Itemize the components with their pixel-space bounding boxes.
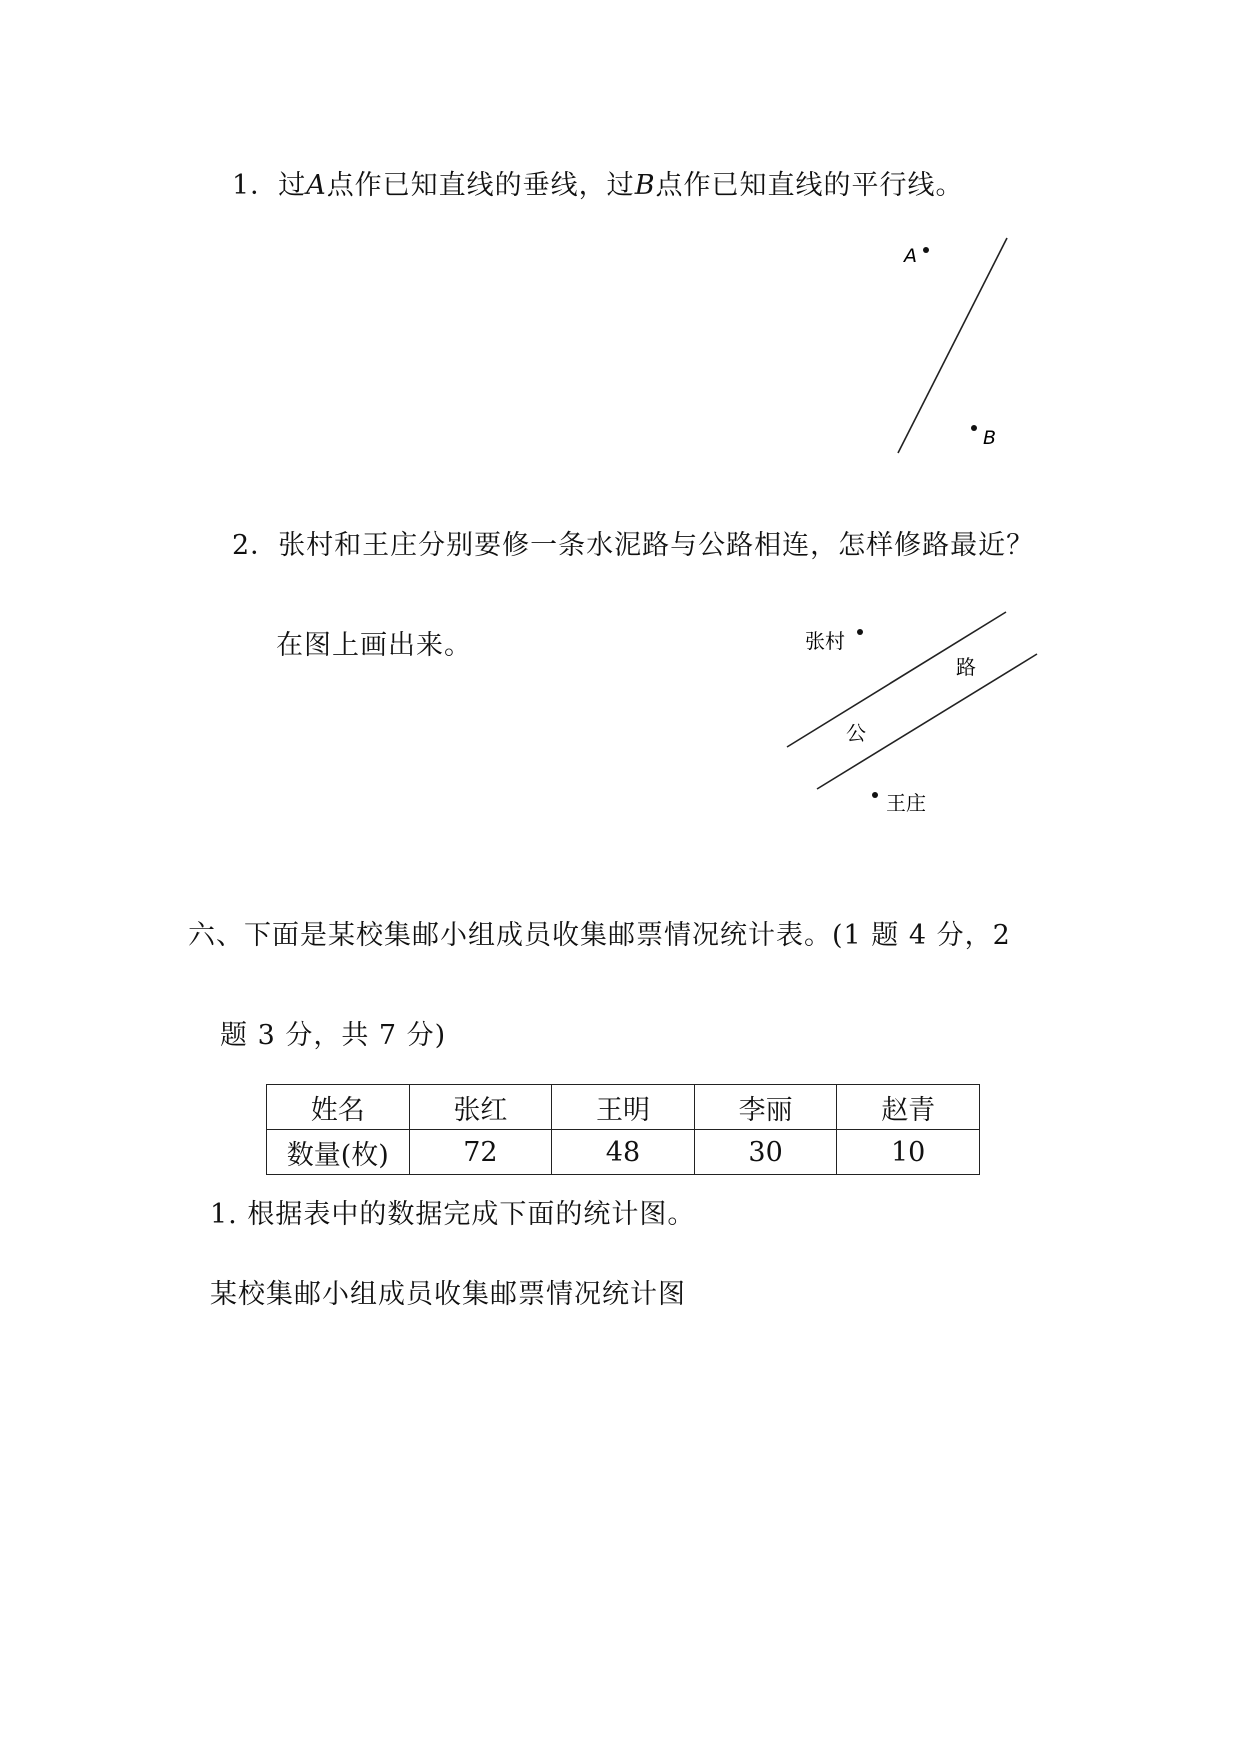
road-label-char-1: 公 [846,721,866,745]
point-a-ref: A [306,170,327,201]
table-cell: 张红 [409,1085,552,1130]
section-6-heading: 六、下面是某校集邮小组成员收集邮票情况统计表。(1 题 4 分，2 [188,920,1011,951]
village-1-label: 张村 [805,629,845,653]
table-cell: 李丽 [694,1085,837,1130]
table-cell: 王明 [552,1085,695,1130]
table-cell: 10 [837,1130,980,1175]
table-row [267,1085,980,1130]
question-1-text: 1．过A点作已知直线的垂线，过B点作已知直线的平行线。 [232,170,964,201]
table-cell: 72 [409,1130,552,1175]
figure-road-villages [780,610,1040,830]
point-b-ref: B [634,170,656,201]
table-cell: 姓名 [267,1085,410,1130]
point-b-label: B [983,427,997,449]
section-6-heading-cont: 题 3 分，共 7 分) [220,1020,447,1051]
question-1-number: 1． [232,170,279,201]
question-2-text-line2: 在图上画出来。 [276,630,472,661]
question-2-text: 2．张村和王庄分别要修一条水泥路与公路相连，怎样修路最近？ [232,530,1035,561]
village-2-label: 王庄 [886,791,926,815]
table-cell: 数量(枚) [267,1130,410,1175]
stamp-stats-table [266,1084,980,1175]
village-1-dot [857,629,863,635]
point-a-label: A [904,245,917,267]
question-2-number: 2． [232,530,279,561]
road-label-char-2: 路 [956,655,976,679]
chart-title: 某校集邮小组成员收集邮票情况统计图 [210,1279,686,1310]
sub-question-1: 1. 根据表中的数据完成下面的统计图。 [210,1199,696,1230]
point-b-dot [971,425,977,431]
table-row [267,1130,980,1175]
table-cell: 30 [694,1130,837,1175]
point-a-dot [923,247,929,253]
given-line [898,238,1007,453]
table-cell: 48 [552,1130,695,1175]
village-2-dot [872,792,878,798]
figure-line-points [880,228,1030,468]
table-cell: 赵青 [837,1085,980,1130]
